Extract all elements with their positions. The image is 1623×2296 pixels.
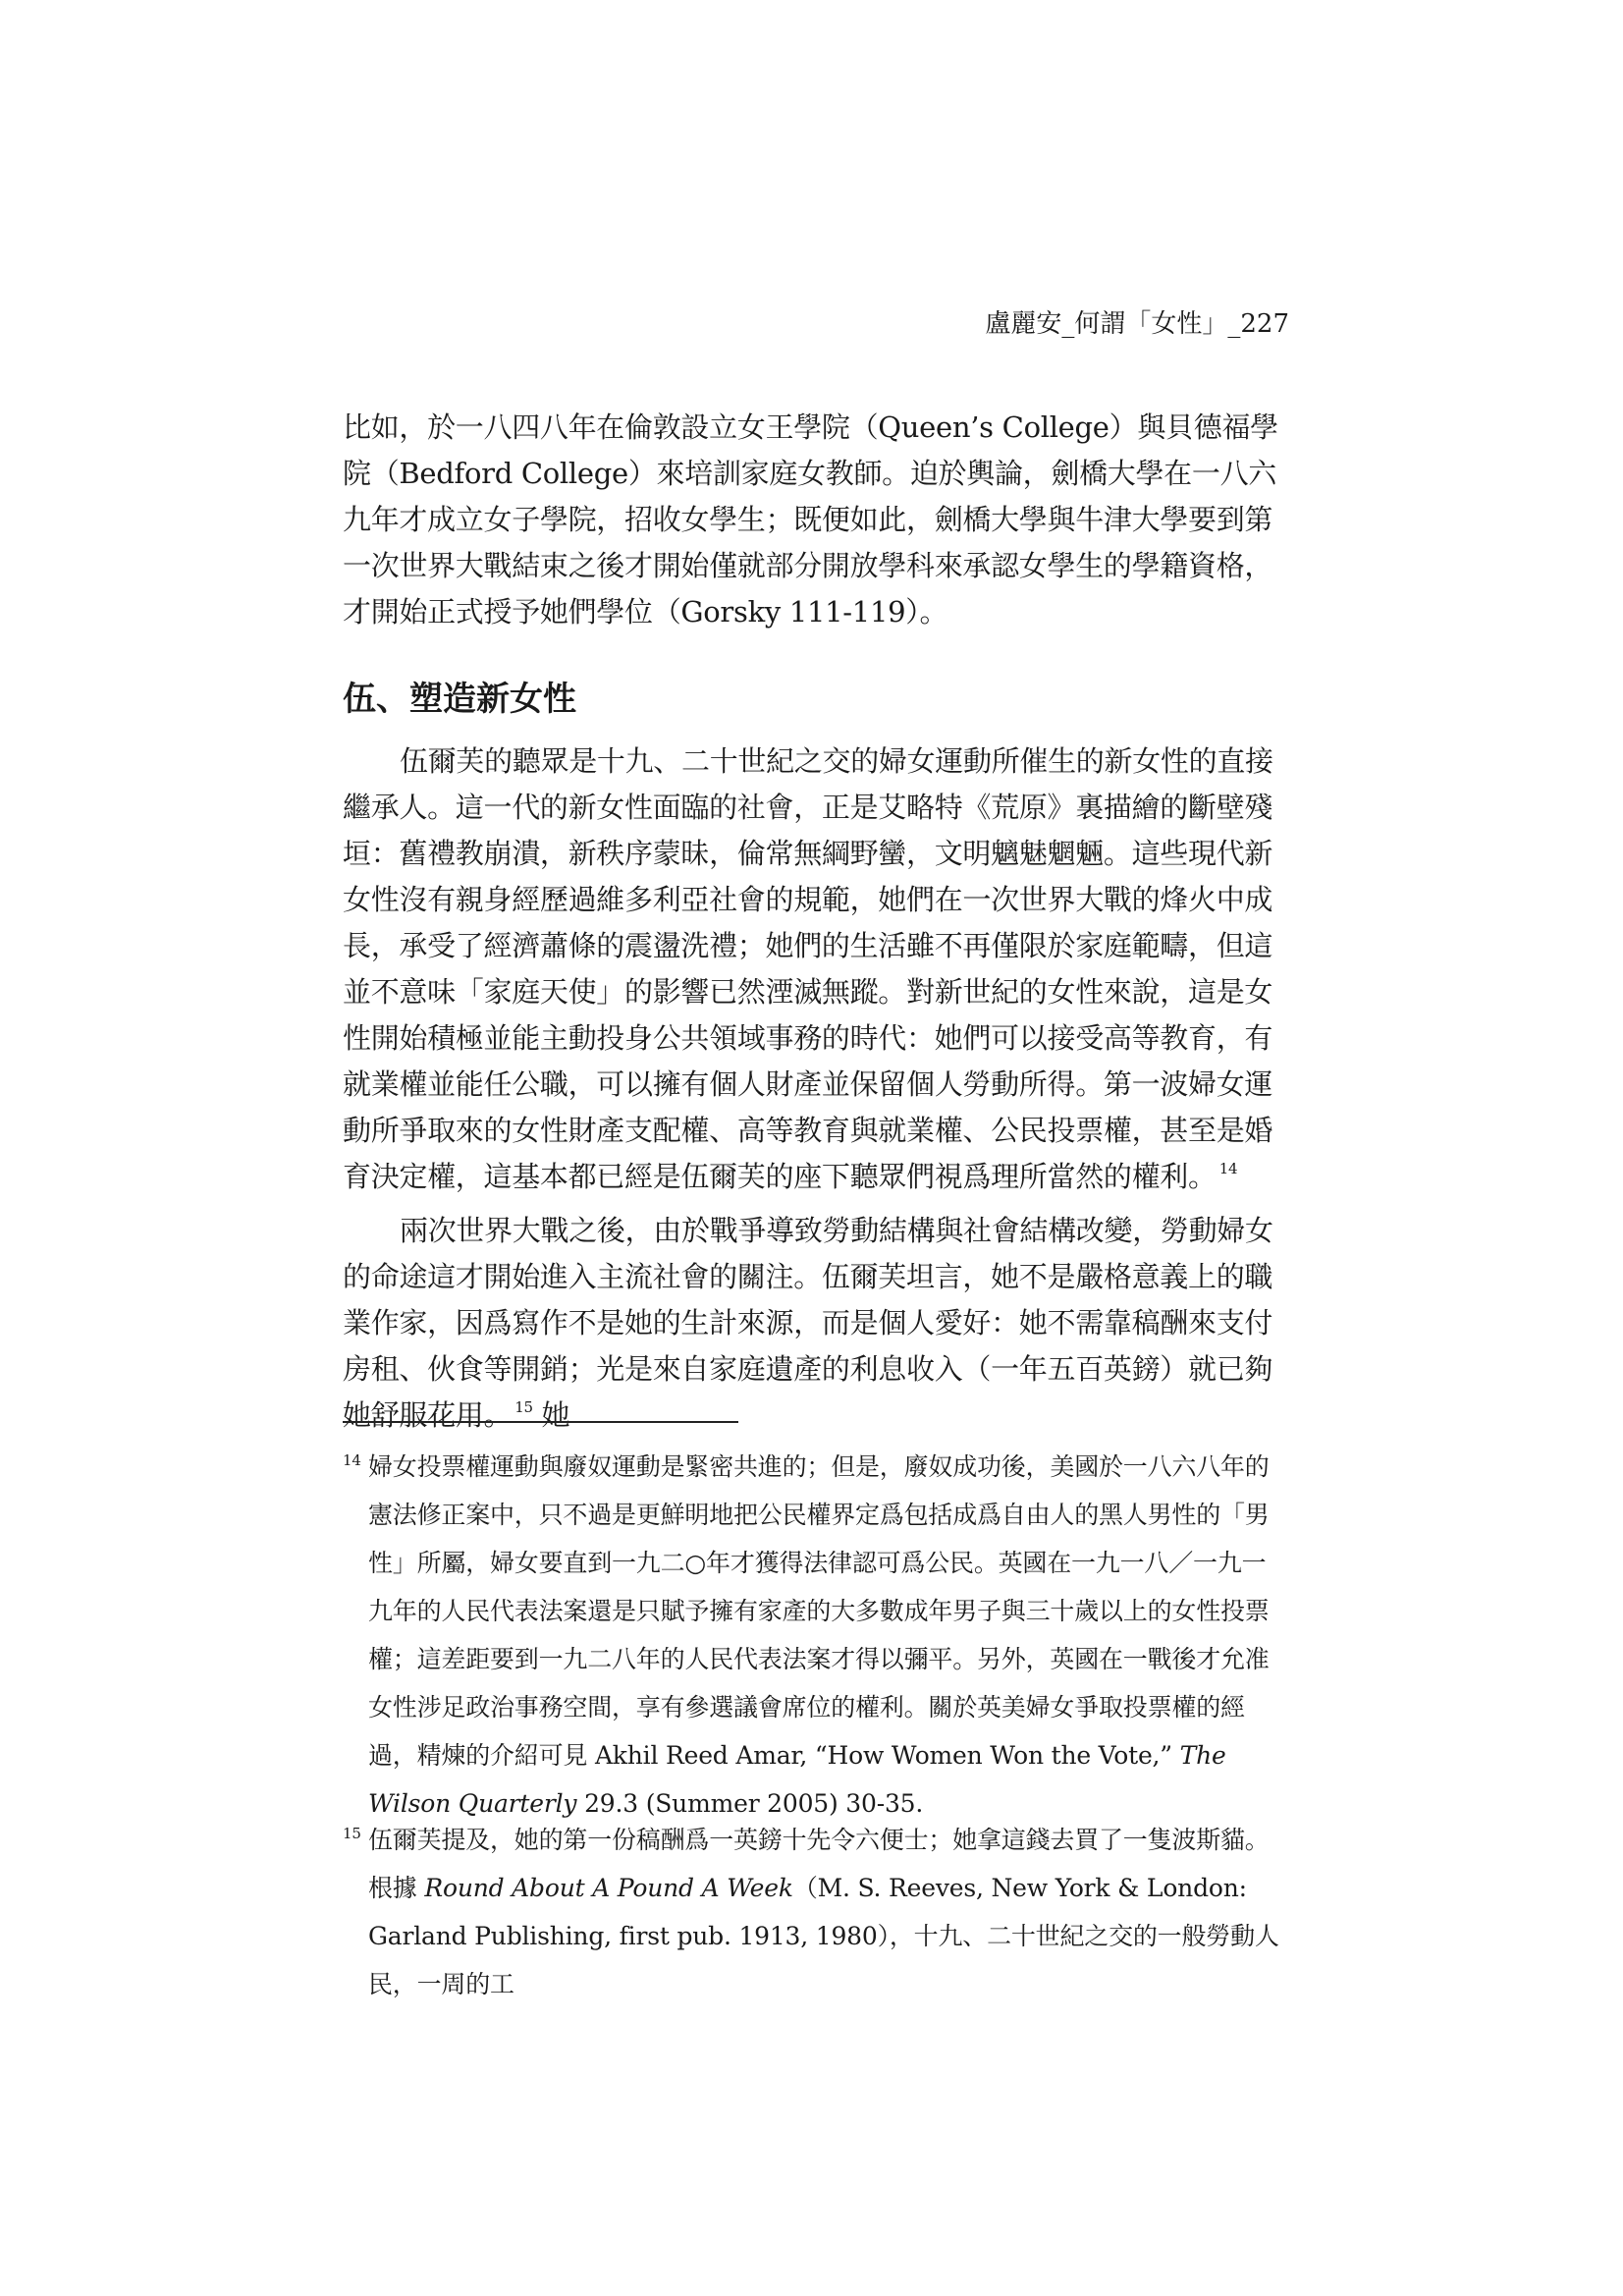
footnote-text-part: 婦女投票權運動與廢奴運動是緊密共進的；但是，廢奴成功後，美國於一八六八年的憲法修正案中，只不過是更鮮明地把公民權界定爲包括成爲自由人的黑人男性的「男性」所屬，婦女要直到一九二○年才獲得法律認可爲公民。英國在一九一八／一九一九年的人民代表法案還是只賦予擁有家產的大多數成年男子與三十歲以上的女性投票權；這差距要到一九二八年的人民代表法案才得以彌平。另外，英國在一戰後才允准女性涉足政治事務空間，享有參選議會席位的權利。關於英美婦女爭取投票權的經過，精煉的介紹可見 Akhil Reed Amar, “How Women Won the Vote,” — [368, 1452, 1270, 1770]
footnote-number: 15 — [343, 1825, 361, 1842]
footnote-separator — [343, 1421, 738, 1423]
paragraph — [343, 1208, 1289, 1439]
paragraph-text: 她 — [541, 1398, 570, 1432]
section-heading: 伍、塑造新女性 — [343, 680, 576, 719]
running-head: 盧麗安_何謂「女性」_227 — [985, 309, 1289, 339]
paragraph — [343, 738, 1289, 1200]
footnote-number: 14 — [343, 1451, 361, 1469]
footnote-reference[interactable]: 14 — [1218, 1160, 1238, 1177]
footnote-text — [368, 1443, 1289, 1828]
paragraph: 比如，於一八四八年在倫敦設立女王學院（Queen’s College）與貝德福學院（Bedford College）來培訓家庭女教師。迫於輿論，劍橋大學在一八六九年才成立女子學院，招收女學生；既便如此，劍橋大學與牛津大學要到第一次世界大戰結束之後才開始僅就部分開放學科來承認女學生的學籍資格，才開始正式授予她們學位（Gorsky 111-119）。 — [343, 410, 1278, 629]
footnote — [343, 1816, 1289, 2008]
footnote-text — [368, 1816, 1289, 2008]
paragraph-text: 兩次世界大戰之後，由於戰爭導致勞動結構與社會結構改變，勞動婦女的命途這才開始進入主流社會的關注。伍爾芙坦言，她不是嚴格意義上的職業作家，因爲寫作不是她的生計來源，而是個人愛好：她不需靠稿酬來支付房租、伙食等開銷；光是來自家庭遺產的利息收入（一年五百英鎊）就已夠她舒服花用。 — [343, 1214, 1273, 1432]
footnote-reference[interactable]: 15 — [514, 1398, 533, 1416]
footnote-text-part: 29.3 (Summer 2005) 30-35. — [576, 1789, 924, 1818]
paragraph-text: 伍爾芙的聽眾是十九、二十世紀之交的婦女運動所催生的新女性的直接繼承人。這一代的新女性面臨的社會，正是艾略特《荒原》裏描繪的斷壁殘垣：舊禮教崩潰，新秩序蒙昧，倫常無綱野蠻，文明魑魅魍魎。這些現代新女性沒有親身經歷過維多利亞社會的規範，她們在一次世界大戰的烽火中成長，承受了經濟蕭條的震盪洗禮；她們的生活雖不再僅限於家庭範疇，但這並不意味「家庭天使」的影響已然湮滅無蹤。對新世紀的女性來說，這是女性開始積極並能主動投身公共領域事務的時代：她們可以接受高等教育，有就業權並能任公職，可以擁有個人財產並保留個人勞動所得。第一波婦女運動所爭取來的女性財產支配權、高等教育與就業權、公民投票權，甚至是婚育決定權，這基本都已經是伍爾芙的座下聽眾們視爲理所當然的權利。 — [343, 744, 1273, 1193]
footnote-text-part: （M. S. Reeves, New York & London: Garland Publishing, first pub. 1913, 1980），十九、二十世紀之交的一般勞動人民，一周的工 — [368, 1874, 1279, 1998]
book-title: Round About A Pound A Week — [424, 1874, 793, 1902]
footnote — [343, 1443, 1289, 1828]
footnote-text-part: 伍爾芙提及，她的第一份稿酬爲一英鎊十先令六便士；她拿這錢去買了一隻波斯貓。根據 — [368, 1826, 1270, 1902]
journal-title: The Wilson Quarterly — [368, 1741, 1226, 1818]
